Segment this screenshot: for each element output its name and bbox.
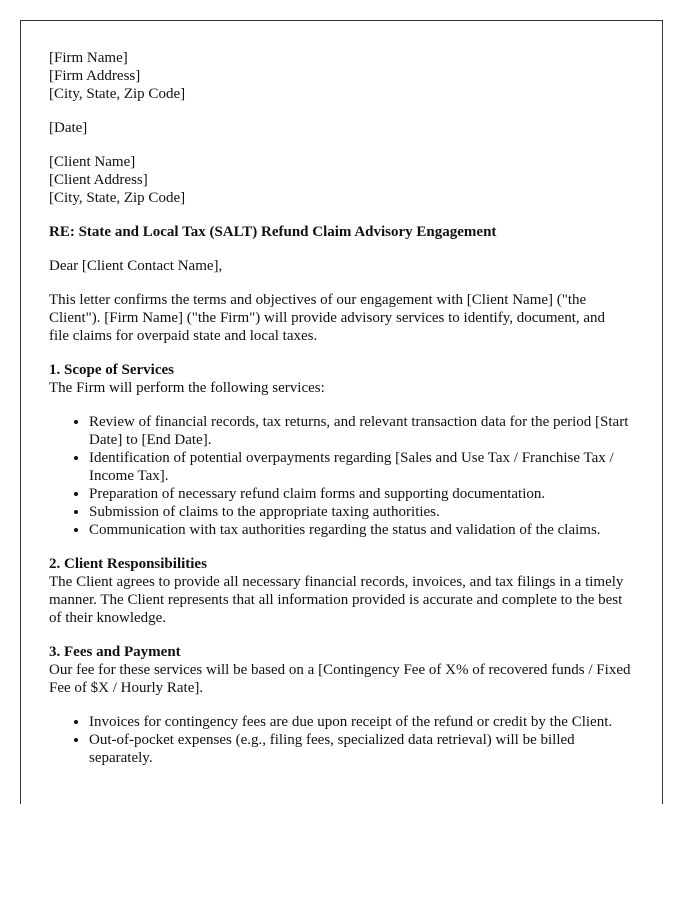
letter-page — [20, 20, 663, 804]
client-city: [City, State, Zip Code] — [49, 190, 186, 206]
client-name: [Client Name] — [49, 154, 136, 170]
section-responsibilities — [49, 555, 662, 627]
section-text: The Client agrees to provide all necessary financial records, invoices, and tax filings in a timely manner. The Client represents that all information provided is accurate and complete to the best of their knowledge. — [49, 574, 624, 626]
section-text: The Firm will perform the following services: — [49, 380, 325, 396]
subject-line: RE: State and Local Tax (SALT) Refund Claim Advisory Engagement — [49, 224, 497, 240]
list-item: • Communication with tax authorities regarding the status and validation of the claims. — [89, 521, 634, 539]
letter-date: [Date] — [49, 120, 88, 136]
sender-address — [49, 49, 662, 103]
section-scope — [49, 361, 662, 539]
scope-list — [49, 413, 634, 539]
client-address: [Client Address] — [49, 172, 148, 188]
firm-address: [Firm Address] — [49, 68, 141, 84]
section-heading: 1. Scope of Services — [49, 362, 174, 378]
list-item: • Out-of-pocket expenses (e.g., filing fees, specialized data retrieval) will be billed separately. — [89, 731, 634, 767]
section-text: Our fee for these services will be based on a [Contingency Fee of X% of recovered funds / Fixed Fee of $X / Hourly Rate]. — [49, 662, 631, 696]
list-item: • Invoices for contingency fees are due upon receipt of the refund or credit by the Client. — [89, 713, 634, 731]
section-heading: 2. Client Responsibilities — [49, 556, 207, 572]
section-heading: 3. Fees and Payment — [49, 644, 181, 660]
salutation: Dear [Client Contact Name], — [49, 258, 223, 274]
list-item: • Review of financial records, tax returns, and relevant transaction data for the period [Start Date] to [End Date]. — [89, 413, 634, 449]
firm-city: [City, State, Zip Code] — [49, 86, 186, 102]
list-item: • Submission of claims to the appropriate taxing authorities. — [89, 503, 634, 521]
firm-name: [Firm Name] — [49, 50, 128, 66]
list-item: • Identification of potential overpayments regarding [Sales and Use Tax / Franchise Tax / Income Tax]. — [89, 449, 634, 485]
fees-list — [49, 713, 634, 767]
section-fees — [49, 643, 662, 767]
list-item: • Preparation of necessary refund claim forms and supporting documentation. — [89, 485, 634, 503]
intro-paragraph: This letter confirms the terms and objectives of our engagement with [Client Name] ("the Client"). [Firm Name] ("the Firm") will provide advisory services to identify, document, and file claims for overpaid state and local taxes. — [49, 292, 606, 344]
recipient-address — [49, 153, 662, 207]
